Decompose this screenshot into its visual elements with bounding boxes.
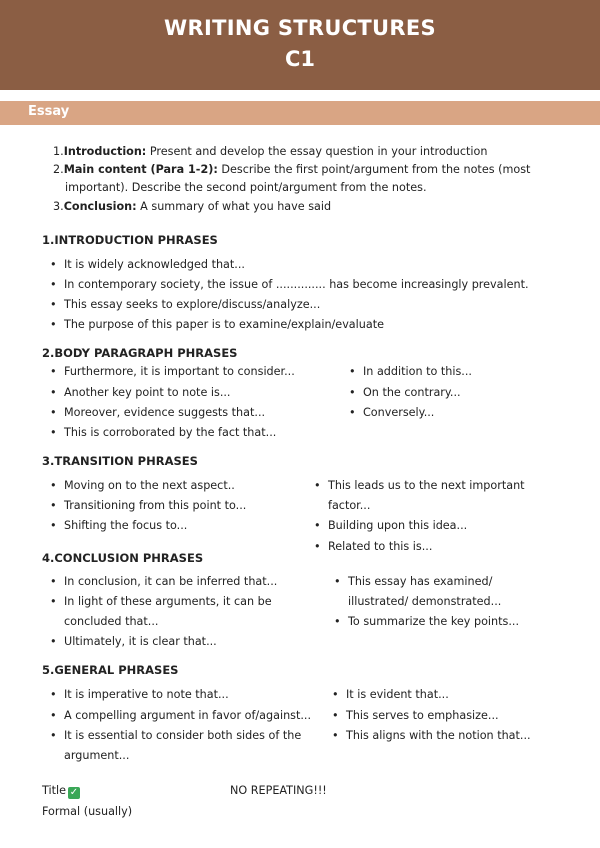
phrase-item: • It is essential to consider both sides of the (64, 729, 301, 743)
section-bar (0, 101, 600, 125)
footer-note: NO REPEATING!!! (230, 784, 327, 797)
outline-item-continued: important). Describe the second point/argument from the notes. (65, 181, 427, 194)
phrase-item: • This serves to emphasize... (346, 709, 499, 723)
phrase-item: • Another key point to note is... (64, 386, 231, 400)
phrase-item: • It is widely acknowledged that... (64, 258, 245, 272)
phrase-item: • To summarize the key points... (348, 615, 519, 629)
footer-title-line: Title ✓ (42, 784, 79, 798)
section-title: Essay (28, 104, 70, 119)
outline-item: 3.Conclusion: A summary of what you have said (53, 200, 332, 213)
phrase-item-continued: factor... (328, 499, 371, 512)
header-banner (0, 0, 600, 90)
section-heading: 4.CONCLUSION PHRASES (42, 551, 204, 565)
section-heading: 1.INTRODUCTION PHRASES (42, 233, 218, 247)
phrase-item: • In conclusion, it can be inferred that... (64, 575, 277, 589)
phrase-item: • A compelling argument in favor of/against... (64, 709, 311, 723)
outline-item: 1.Introduction: Present and develop the essay question in your introduction (53, 145, 488, 158)
phrase-item: • Ultimately, it is clear that... (64, 635, 217, 649)
phrase-item: • This essay seeks to explore/discuss/analyze... (64, 298, 320, 312)
phrase-item: • It is evident that... (346, 688, 449, 702)
phrase-item: • This aligns with the notion that... (346, 729, 531, 743)
phrase-item: • In addition to this... (363, 365, 472, 379)
phrase-item: • Transitioning from this point to... (64, 499, 246, 513)
phrase-item: • Building upon this idea... (328, 519, 467, 533)
page-title: WRITING STRUCTURES (164, 16, 436, 40)
phrase-item: • This essay has examined/ (348, 575, 492, 589)
phrase-item: • Conversely... (363, 406, 434, 420)
phrase-item: • Moreover, evidence suggests that... (64, 406, 265, 420)
phrase-item: • Shifting the focus to... (64, 519, 187, 533)
phrase-item-continued: argument... (64, 749, 130, 762)
checkmark-icon: ✓ (69, 787, 79, 798)
phrase-item: • This leads us to the next important (328, 479, 525, 493)
section-heading: 2.BODY PARAGRAPH PHRASES (42, 346, 238, 360)
outline-item: 2.Main content (Para 1-2): Describe the first point/argument from the notes (most (53, 163, 531, 176)
phrase-item-continued: concluded that... (64, 615, 159, 628)
phrase-item: • Related to this is... (328, 540, 432, 554)
section-heading: 3.TRANSITION PHRASES (42, 454, 198, 468)
phrase-item: • It is imperative to note that... (64, 688, 229, 702)
phrase-item: • On the contrary... (363, 386, 461, 400)
level-title: C1 (284, 47, 316, 71)
footer-formal: Formal (usually) (42, 805, 133, 818)
phrase-item: • Furthermore, it is important to consider... (64, 365, 295, 379)
phrase-item: • Moving on to the next aspect.. (64, 479, 235, 493)
phrase-item-continued: illustrated/ demonstrated... (348, 595, 502, 608)
phrase-item: • This is corroborated by the fact that... (64, 426, 276, 440)
phrase-item: • The purpose of this paper is to examine/explain/evaluate (64, 318, 384, 332)
phrase-item: • In contemporary society, the issue of .............. has become increasingly prevalent. (64, 278, 529, 292)
section-heading: 5.GENERAL PHRASES (42, 663, 179, 677)
phrase-item: • In light of these arguments, it can be (64, 595, 272, 609)
